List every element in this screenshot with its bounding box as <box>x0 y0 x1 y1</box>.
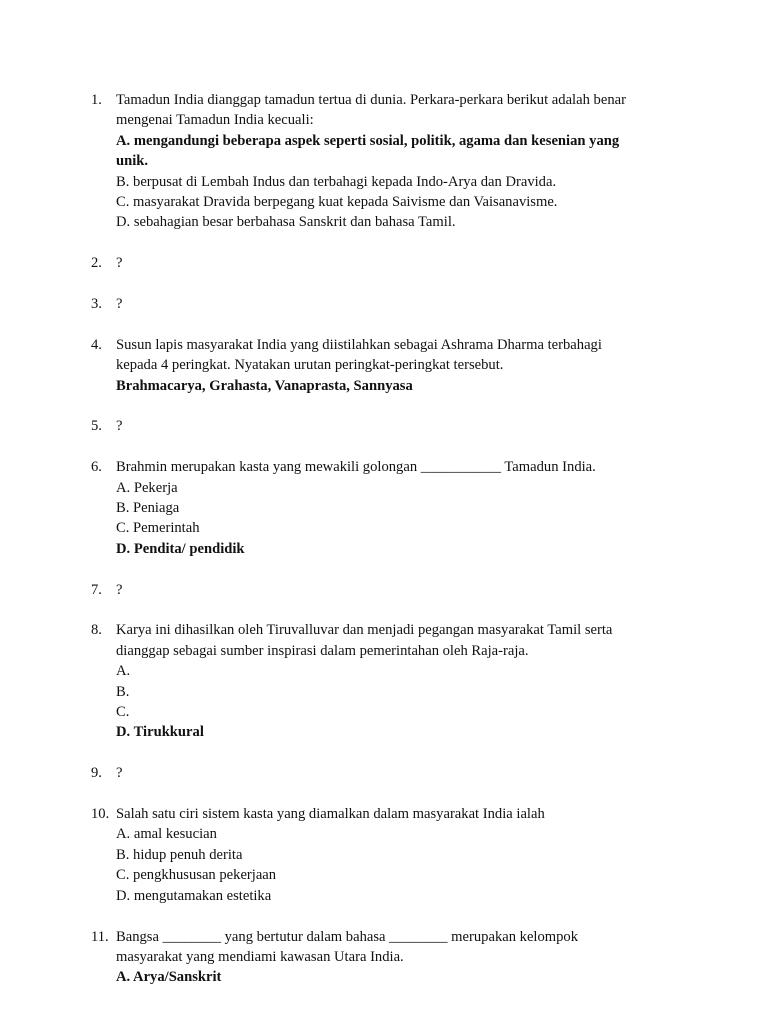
question-line: Bangsa ________ yang bertutur dalam bahasa ________ merupakan kelompok <box>116 928 579 945</box>
question-item <box>0 927 768 988</box>
question-line: ? <box>116 255 123 272</box>
question-line: D. mengutamakan estetika <box>116 887 272 904</box>
question-line: ? <box>116 418 123 435</box>
question-number: 7. <box>91 581 102 598</box>
question-number: 6. <box>91 459 102 476</box>
question-line: Salah satu ciri sistem kasta yang diamalkan dalam masyarakat India ialah <box>116 806 545 823</box>
question-line: C. pengkhususan pekerjaan <box>116 867 277 884</box>
question-line: masyarakat yang mendiami kawasan Utara India. <box>116 948 404 965</box>
question-item <box>0 620 768 742</box>
question-item <box>0 294 768 314</box>
question-line: Tamadun India dianggap tamadun tertua di dunia. Perkara-perkara berikut adalah benar <box>116 92 626 108</box>
question-line: D. sebahagian besar berbahasa Sanskrit dan bahasa Tamil. <box>116 214 456 231</box>
question-line: A. Pekerja <box>116 479 178 496</box>
question-line: A. <box>116 663 131 680</box>
question-line: C. Pemerintah <box>116 520 200 537</box>
question-line: B. hidup penuh derita <box>116 846 243 863</box>
answer-line: A. Arya/Sanskrit <box>116 969 222 986</box>
question-item <box>0 253 768 273</box>
question-number: 5. <box>91 418 102 435</box>
question-line: ? <box>116 581 123 598</box>
question-item <box>0 580 768 600</box>
question-item <box>0 90 768 233</box>
question-item <box>0 416 768 436</box>
question-line: kepada 4 peringkat. Nyatakan urutan peringkat-peringkat tersebut. <box>116 357 504 374</box>
answer-line: D. Tirukkural <box>116 724 204 741</box>
question-number: 2. <box>91 255 102 272</box>
question-line: mengenai Tamadun India kecuali: <box>116 112 314 129</box>
question-number: 3. <box>91 296 102 313</box>
question-line: B. <box>116 683 130 700</box>
question-line: dianggap sebagai sumber inspirasi dalam pemerintahan oleh Raja-raja. <box>116 642 529 659</box>
question-number: 4. <box>91 336 102 353</box>
question-line: B. Peniaga <box>116 500 180 517</box>
question-line: Karya ini dihasilkan oleh Tiruvalluvar dan menjadi pegangan masyarakat Tamil serta <box>116 622 613 639</box>
question-number: 11. <box>91 928 109 945</box>
answer-line: Brahmacarya, Grahasta, Vanaprasta, Sannyasa <box>116 377 413 394</box>
question-item <box>0 804 768 906</box>
answer-line: D. Pendita/ pendidik <box>116 540 245 557</box>
question-line: C. masyarakat Dravida berpegang kuat kepada Saivisme dan Vaisanavisme. <box>116 194 558 211</box>
question-line: C. <box>116 704 130 721</box>
question-line: A. amal kesucian <box>116 826 217 843</box>
question-line: B. berpusat di Lembah Indus dan terbahagi kepada Indo-Arya dan Dravida. <box>116 173 557 190</box>
question-number: 10. <box>91 806 110 823</box>
question-item <box>0 457 768 559</box>
question-line: Brahmin merupakan kasta yang mewakili golongan ___________ Tamadun India. <box>116 459 596 476</box>
question-item <box>0 763 768 783</box>
question-line: ? <box>116 296 123 313</box>
question-number: 1. <box>91 92 102 108</box>
question-number: 8. <box>91 622 102 639</box>
question-line: Susun lapis masyarakat India yang diistilahkan sebagai Ashrama Dharma terbahagi <box>116 336 602 353</box>
document-page <box>0 90 768 1008</box>
answer-line: unik. <box>116 153 149 170</box>
question-line: ? <box>116 765 123 782</box>
question-item <box>0 335 768 396</box>
question-number: 9. <box>91 765 102 782</box>
answer-line: A. mengandungi beberapa aspek seperti sosial, politik, agama dan kesenian yang <box>116 132 620 149</box>
